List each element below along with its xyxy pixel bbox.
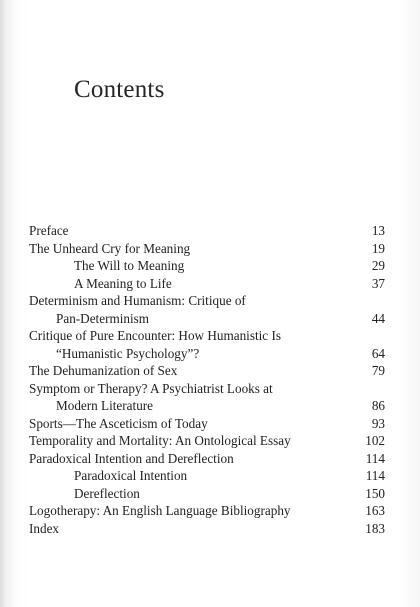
toc-entry-page-number: 37 — [371, 275, 385, 291]
toc-entry-title: Temporality and Mortality: An Ontological Essay — [29, 433, 291, 448]
toc-entry-title: The Unheard Cry for Meaning — [29, 240, 191, 256]
toc-entry — [29, 275, 385, 293]
toc-entry-page-number: 102 — [365, 433, 385, 448]
toc-entry — [29, 467, 385, 485]
toc-entry — [29, 397, 385, 415]
toc-entry — [29, 257, 385, 275]
toc-entry-page-number: 29 — [371, 258, 385, 273]
table-of-contents — [29, 222, 385, 537]
toc-entry-page-number: 86 — [371, 398, 385, 413]
toc-entry-title: A Meaning to Life — [74, 275, 172, 291]
toc-entry-title: Index — [29, 520, 60, 536]
toc-entry — [29, 502, 385, 520]
toc-entry-title: Sports—The Asceticism of Today — [29, 415, 208, 431]
toc-entry-page-number: 183 — [365, 520, 385, 536]
toc-entry-title: Symptom or Therapy? A Psychiatrist Looks at — [29, 380, 273, 396]
toc-entry-title: “Humanistic Psychology”? — [56, 345, 200, 361]
toc-entry-title: Modern Literature — [56, 398, 154, 413]
toc-entry-title: Critique of Pure Encounter: How Humanistic Is — [29, 328, 281, 343]
toc-entry-title: Paradoxical Intention and Dereflection — [29, 450, 234, 466]
toc-entry — [29, 520, 385, 538]
toc-entry-title: Preface — [29, 223, 69, 238]
toc-entry — [29, 240, 385, 258]
toc-entry-page-number: 163 — [365, 503, 385, 518]
toc-entry-title: The Will to Meaning — [74, 258, 185, 273]
toc-entry — [29, 380, 385, 398]
page-title: Contents — [74, 76, 165, 103]
toc-entry-page-number: 19 — [371, 240, 385, 256]
toc-entry — [29, 292, 385, 310]
toc-entry-title: Pan-Determinism — [56, 310, 150, 326]
toc-entry-page-number: 93 — [371, 415, 385, 431]
toc-entry-page-number: 79 — [371, 363, 385, 378]
toc-entry-page-number: 44 — [371, 310, 385, 326]
toc-entry-page-number: 114 — [365, 450, 385, 466]
toc-entry-page-number: 150 — [365, 485, 385, 501]
toc-entry-page-number: 64 — [371, 345, 385, 361]
toc-entry-page-number: 114 — [365, 468, 385, 483]
toc-entry-title: Determinism and Humanism: Critique of — [29, 293, 246, 308]
toc-entry — [29, 362, 385, 380]
toc-entry — [29, 485, 385, 503]
toc-entry — [29, 310, 385, 328]
toc-entry-title: The Dehumanization of Sex — [29, 363, 178, 378]
toc-entry — [29, 327, 385, 345]
toc-entry — [29, 222, 385, 240]
toc-entry-title: Logotherapy: An English Language Bibliography — [29, 503, 291, 518]
toc-entry — [29, 415, 385, 433]
toc-entry — [29, 450, 385, 468]
toc-entry-page-number: 13 — [371, 223, 385, 238]
toc-entry — [29, 432, 385, 450]
toc-entry-title: Paradoxical Intention — [74, 468, 188, 483]
toc-entry — [29, 345, 385, 363]
toc-entry-title: Dereflection — [74, 485, 140, 501]
